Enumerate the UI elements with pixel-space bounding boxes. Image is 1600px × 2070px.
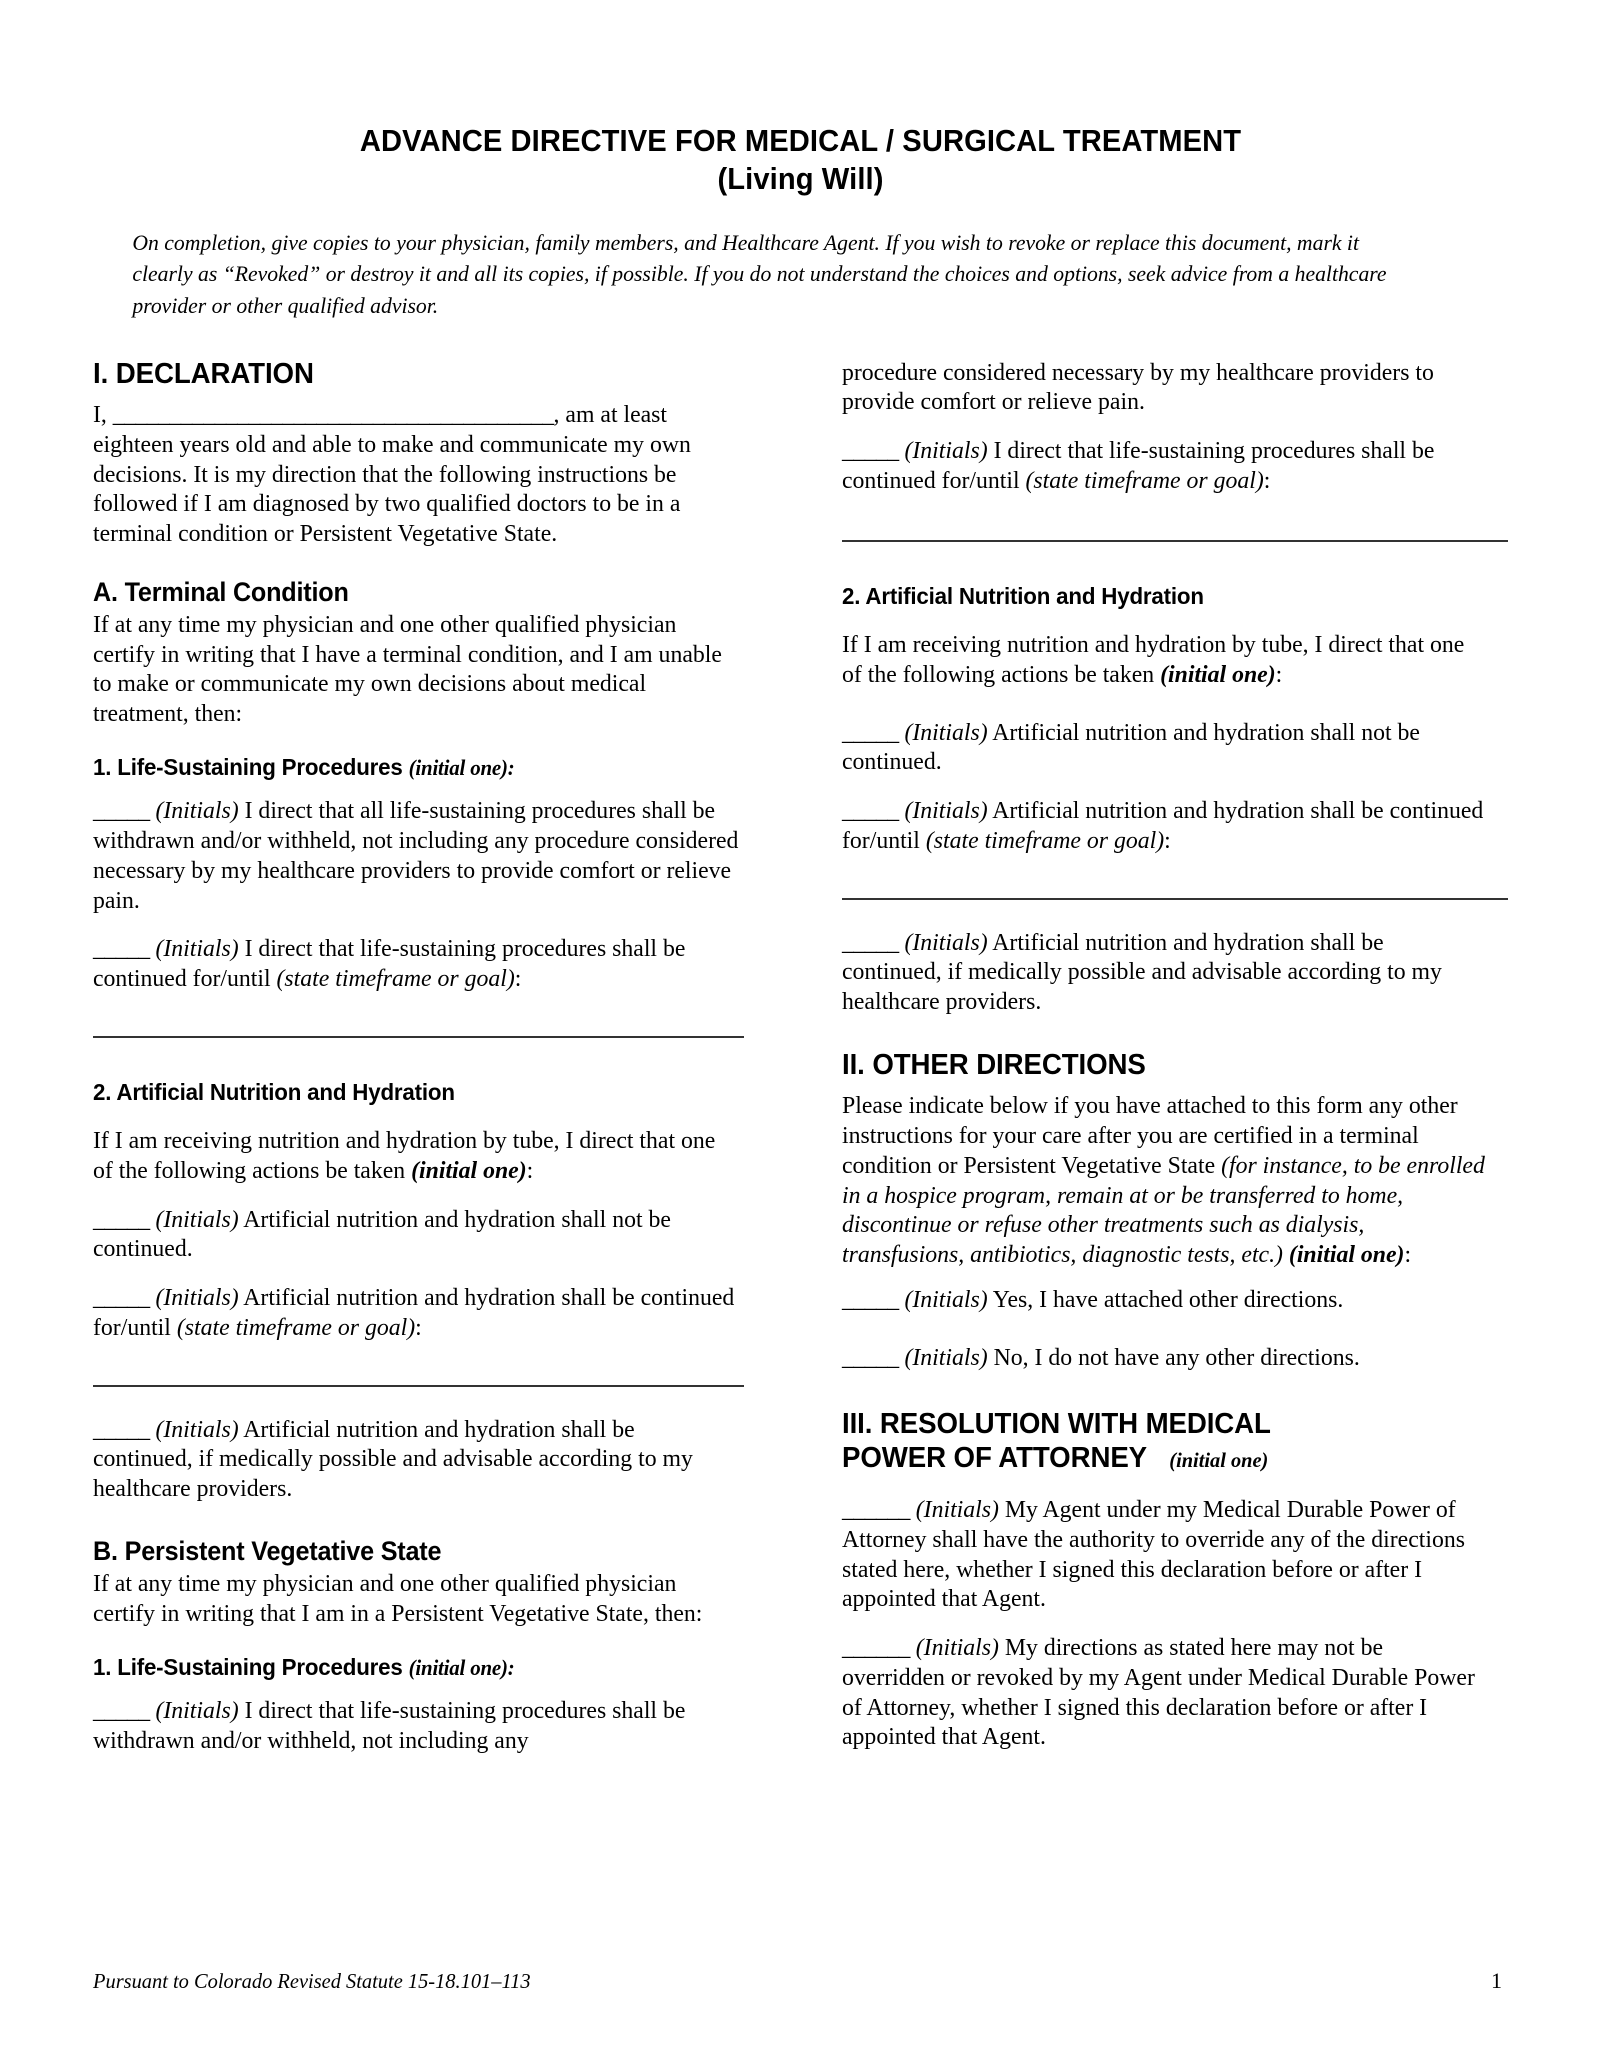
right-column	[842, 358, 1508, 1752]
b2-intro-hint: (initial one)	[1160, 660, 1276, 688]
declaration-paragraph	[93, 400, 739, 549]
section-heading-other-directions: II. OTHER DIRECTIONS	[842, 1048, 1146, 1081]
b1-heading-text: 1. Life-Sustaining Procedures	[93, 1653, 403, 1680]
a2-option-2-italic: (state timeframe or goal)	[176, 1313, 416, 1341]
write-in-rule[interactable]	[93, 1036, 744, 1038]
od-option-1-text: Yes, I have attached other directions.	[987, 1285, 1344, 1313]
initials-label: (Initials)	[904, 1343, 988, 1371]
initials-label: (Initials)	[155, 935, 239, 963]
section-3-heading-line-1: III. RESOLUTION WITH MEDICAL	[842, 1408, 1271, 1441]
subsection-heading-terminal-condition: A. Terminal Condition	[93, 576, 349, 607]
od-option-1	[842, 1285, 1488, 1315]
resolution-option-2	[842, 1633, 1488, 1752]
initials-blank[interactable]: ______	[842, 1496, 910, 1524]
page-footer	[93, 1968, 1507, 1994]
a2-option-1-text: Artificial nutrition and hydration shall not be continued.	[93, 1205, 671, 1263]
b1-option-1	[93, 1696, 739, 1756]
statute-reference: Pursuant to Colorado Revised Statute 15-18.101–113	[93, 1969, 531, 1993]
b2-option-3-text: Artificial nutrition and hydration shall be continued, if medically possible and advisable according to my healthcare providers.	[842, 928, 1442, 1016]
name-blank-line[interactable]: _______________________________________	[112, 401, 554, 429]
other-directions-intro	[842, 1091, 1488, 1270]
item-heading-life-sustaining-procedures-a	[93, 753, 726, 781]
a2-option-2-text-post: :	[415, 1313, 422, 1341]
b1-option-2-italic: (state timeframe or goal)	[1025, 467, 1264, 495]
b2-option-1	[842, 718, 1488, 778]
initials-blank[interactable]: _____	[93, 1205, 150, 1233]
initials-label: (Initials)	[904, 1285, 988, 1313]
a2-option-3	[93, 1415, 739, 1504]
write-in-rule[interactable]	[842, 540, 1508, 542]
b1-option-2	[842, 436, 1488, 496]
title-line-1: ADVANCE DIRECTIVE FOR MEDICAL / SURGICAL TREATMENT	[359, 124, 1242, 158]
page-content	[93, 0, 1508, 2070]
b2-intro	[842, 630, 1488, 690]
a1-option-2	[93, 934, 739, 994]
terminal-condition-paragraph: If at any time my physician and one other qualified physician certify in writing that I have a terminal condition, and I am unable to make or communicate my own decisions about medical treatment, then:	[93, 610, 722, 728]
b2-option-2-text-pre: Artificial nutrition and hydration shall be continued for/until	[842, 797, 1484, 854]
initials-label: (Initials)	[155, 1284, 239, 1312]
a2-intro-post: :	[526, 1156, 534, 1184]
od-option-2-text: No, I do not have any other directions.	[987, 1343, 1360, 1371]
initials-blank[interactable]: _____	[842, 718, 899, 746]
initials-label: (Initials)	[915, 1496, 999, 1524]
resolution-option-1-text: My Agent under my Medical Durable Power of Attorney shall have the authority to override any of the directions stated here, whether I signed this declaration before or after I appointed that Agent.	[842, 1496, 1465, 1613]
od-intro-italic: (for instance, to be enrolled in a hospice program, remain at or be transferred to home, discontinue or refuse other treatments such as dialysis, transfusions, antibiotics, diagnostic tests, etc.)	[842, 1151, 1485, 1269]
b1-heading-hint: (initial one):	[408, 1654, 515, 1680]
initials-blank[interactable]: ______	[842, 1634, 910, 1662]
od-option-2	[842, 1343, 1488, 1373]
initials-blank[interactable]: _____	[93, 1696, 150, 1724]
initials-blank[interactable]: _____	[93, 1284, 150, 1312]
initials-label: (Initials)	[915, 1634, 999, 1662]
a2-option-3-text: Artificial nutrition and hydration shall be continued, if medically possible and advisable according to my healthcare providers.	[93, 1415, 693, 1503]
initials-label: (Initials)	[155, 797, 239, 825]
b2-option-1-text: Artificial nutrition and hydration shall not be continued.	[842, 718, 1420, 776]
initials-blank[interactable]: _____	[842, 437, 899, 465]
declaration-prefix: I,	[93, 401, 113, 429]
a1-option-2-text-post: :	[514, 965, 522, 993]
b2-option-3	[842, 928, 1488, 1017]
declaration-suffix: , am at least eighteen years old and able to make and communicate my own decisions. It is my direction that the following instructions be followed if I am diagnosed by two qualified doctors to be in a terminal condition or Persistent Vegetative State.	[93, 401, 691, 548]
initials-label: (Initials)	[904, 718, 988, 746]
section-3-hint: (initial one)	[1169, 1447, 1269, 1472]
write-in-rule[interactable]	[842, 898, 1508, 900]
resolution-option-2-text: My directions as stated here may not be overridden or revoked by my Agent under Medical Durable Power of Attorney, whether I signed this declaration before or after I appointed that Agent.	[842, 1634, 1475, 1751]
initials-blank[interactable]: _____	[93, 797, 150, 825]
initials-blank[interactable]: _____	[842, 1343, 899, 1371]
section-heading-declaration: I. DECLARATION	[93, 357, 314, 390]
page-number: 1	[1491, 1968, 1502, 1993]
od-intro-post: :	[1404, 1241, 1412, 1269]
title-line-2: (Living Will)	[717, 162, 884, 197]
initials-label: (Initials)	[904, 797, 988, 825]
a1-option-1-text: I direct that all life-sustaining procedures shall be withdrawn and/or withheld, not including any procedure considered necessary by my healthcare providers to provide comfort or relieve pain.	[93, 797, 739, 914]
initials-label: (Initials)	[155, 1696, 239, 1724]
a1-option-1	[93, 796, 739, 915]
intro-paragraph: On completion, give copies to your physician, family members, and Healthcare Agent. If you wish to revoke or replace this document, mark it clearly as “Revoked” or destroy it and all its copies, if possible. If you do not understand the choices and options, seek advice from a healthcare provider or other qualified advisor.	[132, 229, 1387, 319]
item-heading-artificial-nutrition-b: 2. Artificial Nutrition and Hydration	[842, 582, 1204, 609]
write-in-rule[interactable]	[93, 1385, 744, 1387]
initials-label: (Initials)	[904, 437, 988, 465]
two-column-body	[93, 358, 1508, 1756]
a2-option-1	[93, 1205, 739, 1265]
od-intro-hint: (initial one)	[1282, 1241, 1405, 1269]
initials-label: (Initials)	[904, 928, 988, 956]
b2-option-2-italic: (state timeframe or goal)	[925, 826, 1165, 854]
b1-option-1-continued: procedure considered necessary by my healthcare providers to provide comfort or relieve pain.	[842, 358, 1434, 416]
initials-blank[interactable]: _____	[93, 1415, 150, 1443]
a1-heading-text: 1. Life-Sustaining Procedures	[93, 753, 403, 780]
pvs-paragraph: If at any time my physician and one other qualified physician certify in writing that I am in a Persistent Vegetative State, then:	[93, 1570, 703, 1627]
left-column	[93, 358, 759, 1756]
item-heading-life-sustaining-procedures-b	[93, 1653, 726, 1681]
b2-option-2	[842, 796, 1488, 856]
a2-option-2	[93, 1283, 739, 1343]
section-heading-resolution	[842, 1408, 1488, 1475]
section-3-heading-line-2: POWER OF ATTORNEY	[842, 1441, 1147, 1474]
a2-option-2-text-pre: Artificial nutrition and hydration shall be continued for/until	[93, 1284, 735, 1341]
a1-heading-hint: (initial one):	[408, 754, 515, 780]
initials-blank[interactable]: _____	[842, 797, 899, 825]
b2-option-2-text-post: :	[1164, 826, 1171, 854]
page-title	[125, 0, 1476, 199]
b1-option-2-text-post: :	[1263, 467, 1271, 495]
a2-intro-pre: If I am receiving nutrition and hydration by tube, I direct that one of the following actions be taken	[93, 1127, 716, 1184]
a1-option-2-text-pre: I direct that life-sustaining procedures shall be continued for/until	[93, 935, 686, 993]
subsection-heading-persistent-vegetative-state: B. Persistent Vegetative State	[93, 1536, 442, 1567]
initials-blank[interactable]: _____	[842, 928, 899, 956]
od-intro-pre: Please indicate below if you have attached to this form any other instructions for your care after you are certified in a terminal condition or Persistent Vegetative State	[842, 1092, 1458, 1179]
initials-blank[interactable]: _____	[93, 935, 150, 963]
a2-intro	[93, 1126, 739, 1186]
a1-option-2-italic: (state timeframe or goal)	[276, 965, 515, 993]
b1-option-1-text: I direct that life-sustaining procedures shall be withdrawn and/or withheld, not including any	[93, 1696, 686, 1754]
b2-intro-post: :	[1275, 660, 1283, 688]
item-heading-artificial-nutrition-a: 2. Artificial Nutrition and Hydration	[93, 1078, 455, 1105]
b1-option-2-text-pre: I direct that life-sustaining procedures shall be continued for/until	[842, 437, 1435, 495]
initials-blank[interactable]: _____	[842, 1285, 899, 1313]
b2-intro-pre: If I am receiving nutrition and hydration by tube, I direct that one of the following actions be taken	[842, 630, 1465, 688]
initials-label: (Initials)	[155, 1415, 239, 1443]
a2-intro-hint: (initial one)	[411, 1156, 527, 1184]
initials-label: (Initials)	[155, 1205, 239, 1233]
resolution-option-1	[842, 1495, 1488, 1614]
